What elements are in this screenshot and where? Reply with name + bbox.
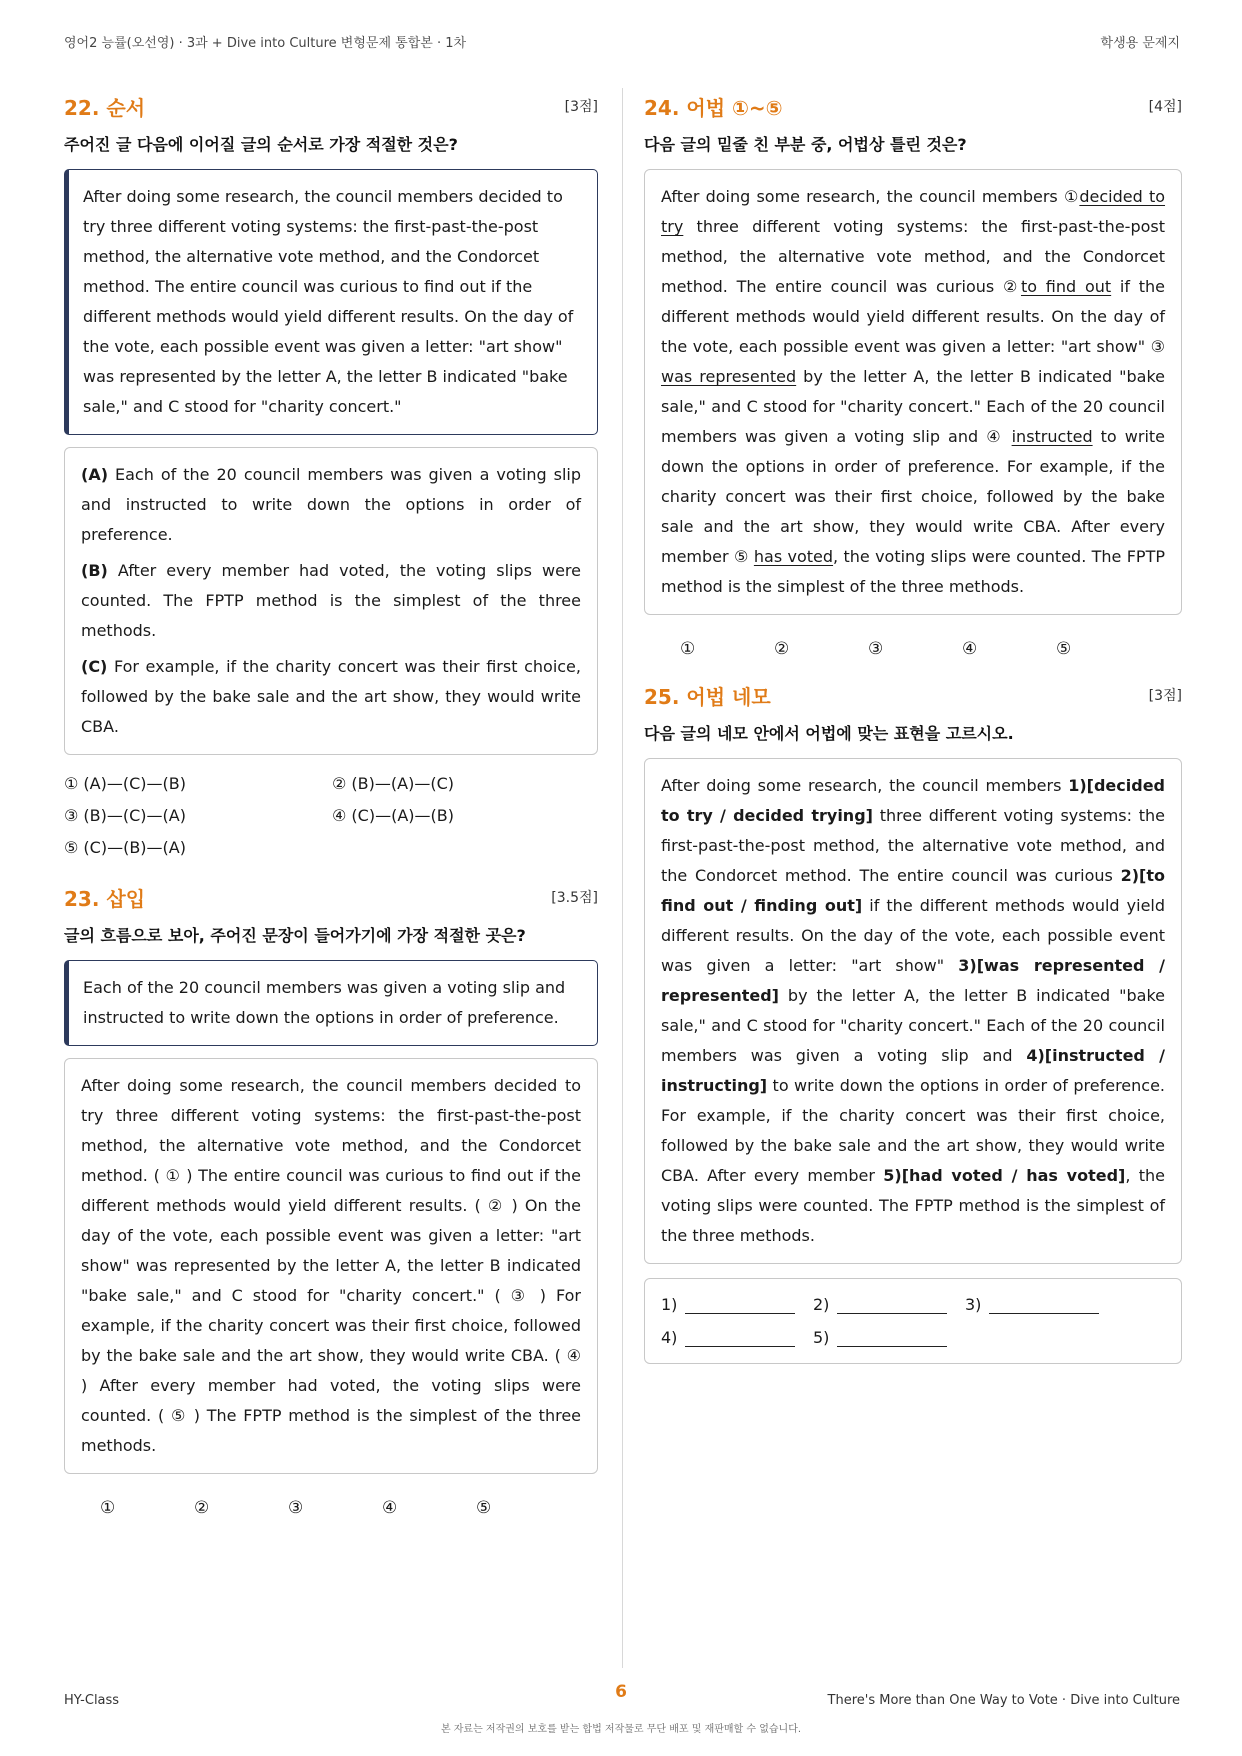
question-instruction: 글의 흐름으로 보아, 주어진 문장이 들어가기에 가장 적절한 곳은? (64, 926, 526, 945)
question-points: [3점] (564, 99, 598, 115)
choice-1[interactable]: ① (680, 639, 696, 659)
passage-text: three different voting systems: the first-past-the-post method, the alternative vote method, and the Condorcet method. The entire council was curious (661, 217, 1165, 296)
blank-2[interactable] (813, 1295, 965, 1314)
passage-text: three different voting systems: the first-past-the-post method, the alternative vote method, and the Condorcet method. The entire council was curious (661, 806, 1166, 885)
answer-choices (64, 1498, 598, 1518)
question-24 (644, 92, 1182, 659)
passage-text: to write down the options in order of preference. For example, if the charity concert was their first choice, followed by the bake sale and the art show, they would write CBA. After every member (661, 1076, 1165, 1185)
answer-options (64, 771, 598, 861)
choice-4[interactable]: ④ (382, 1498, 398, 1518)
blank-label: 3) (965, 1295, 982, 1314)
option-1[interactable]: ① (A)—(C)—(B) (64, 774, 186, 793)
paragraph-label: (B) (81, 561, 108, 580)
question-number: 22. 순서 (64, 96, 146, 120)
paragraph-a (81, 460, 581, 550)
blank-3[interactable] (965, 1295, 1117, 1314)
blank-line[interactable] (989, 1295, 1099, 1314)
choice-3[interactable]: ③ (868, 639, 884, 659)
option-4[interactable]: ④ (C)—(A)—(B) (332, 806, 454, 825)
blank-label: 5) (813, 1328, 830, 1347)
question-points: [3점] (1148, 688, 1182, 704)
question-instruction: 주어진 글 다음에 이어질 글의 순서로 가장 적절한 것은? (64, 135, 458, 154)
underlined-2: to find out (1020, 277, 1112, 296)
underlined-4: instructed (1011, 427, 1093, 446)
question-number: 24. 어법 ①~⑤ (644, 96, 783, 120)
header-student-sheet: 학생용 문제지 (1100, 36, 1180, 51)
choice-box-3: 3)[was represented / represented] (661, 956, 1165, 1005)
blank-label: 1) (661, 1295, 678, 1314)
underlined-3: was represented (661, 367, 797, 386)
choice-5[interactable]: ⑤ (476, 1498, 492, 1518)
passage-text: After doing some research, the council members (661, 776, 1069, 795)
blank-line[interactable] (837, 1295, 947, 1314)
blank-line[interactable] (685, 1295, 795, 1314)
marker-4: ④ (986, 427, 1004, 446)
paragraph-c (81, 652, 581, 742)
choice-box-2: 2)[to find out / finding out] (661, 866, 1165, 915)
given-sentence: Each of the 20 council members was given a voting slip and instructed to write down the options in order of preference. (64, 960, 598, 1046)
blank-1[interactable] (661, 1295, 813, 1314)
right-column (644, 92, 1182, 1364)
given-passage: After doing some research, the council members decided to try three different voting systems: the first-past-the-post method, the alternative vote method, and the Condorcet method. The entire council was curious to find out if the different methods would yield different results. On the day of the vote, each possible event was given a letter: "art show" was represented by the letter A, the letter B indicated "bake sale," and C stood for "charity concert." (64, 169, 598, 435)
marker-5: ⑤ (733, 547, 749, 566)
grammar-passage (644, 169, 1182, 615)
option-3[interactable]: ③ (B)—(C)—(A) (64, 806, 186, 825)
answer-choices (644, 639, 1182, 659)
choice-1[interactable]: ① (100, 1498, 116, 1518)
paragraph-b (81, 556, 581, 646)
paragraph-label: (C) (81, 657, 108, 676)
left-column (64, 92, 598, 1518)
underlined-1: decided to try (661, 187, 1166, 236)
paragraph-text: After every member had voted, the voting slips were counted. The FPTP method is the simplest of the three methods. (81, 561, 581, 640)
blank-label: 2) (813, 1295, 830, 1314)
choice-box-1: 1)[decided to try / decided trying] (661, 776, 1165, 825)
underlined-5: has voted (753, 547, 834, 566)
question-points: [4점] (1148, 99, 1182, 115)
option-5[interactable]: ⑤ (C)—(B)—(A) (64, 838, 186, 857)
passage-text: if the different methods would yield different results. On the day of the vote, each possible event was given a letter: "art show" (661, 277, 1165, 356)
insertion-passage: After doing some research, the council members decided to try three different voting systems: the first-past-the-post method, the alternative vote method, and the Condorcet method. ( ① ) The entire council was curious to find out if the different methods would yield different results. ( ② ) On the day of the vote, each possible event was given a letter: "art show" was represented by the letter A, the letter B indicated "bake sale," and C stood for "charity concert." ( ③ ) For example, if the charity concert was their first choice, followed by the bake sale and the art show, they would write CBA. ( ④ ) After every member had voted, the voting slips were counted. ( ⑤ ) The FPTP method is the simplest of the three methods. (64, 1058, 598, 1474)
footer-lesson-title: There's More than One Way to Vote · Dive into Culture (827, 1693, 1180, 1708)
choice-box-4: 4)[instructed / instructing] (661, 1046, 1166, 1095)
question-23 (64, 883, 598, 1518)
marker-2: ② (1002, 277, 1021, 296)
passage-text: , the voting slips were counted. The FPTP method is the simplest of the three methods. (661, 547, 1166, 596)
question-25 (644, 681, 1182, 1364)
answer-blanks (644, 1278, 1182, 1364)
choice-2[interactable]: ② (774, 639, 790, 659)
spacer (1004, 427, 1012, 446)
marker-1: ① (1063, 187, 1080, 206)
blank-5[interactable] (813, 1328, 965, 1347)
grammar-box-passage (644, 758, 1182, 1264)
paragraph-text: For example, if the charity concert was their first choice, followed by the bake sale and the art show, they would write CBA. (81, 657, 581, 736)
choice-5[interactable]: ⑤ (1056, 639, 1072, 659)
question-number: 25. 어법 네모 (644, 685, 771, 709)
page-number: 6 (615, 1682, 627, 1702)
blank-line[interactable] (837, 1328, 947, 1347)
blank-label: 4) (661, 1328, 678, 1347)
question-instruction: 다음 글의 네모 안에서 어법에 맞는 표현을 고르시오. (644, 724, 1014, 743)
blank-line[interactable] (685, 1328, 795, 1347)
paragraph-label: (A) (81, 465, 109, 484)
footer-brand: HY-Class (64, 1693, 120, 1708)
copyright-notice: 본 자료는 저작권의 보호를 받는 합법 저작물로 무단 배포 및 재판매할 수 없습니다. (440, 1724, 802, 1735)
column-divider (622, 88, 623, 1668)
passage-text: by the letter A, the letter B indicated "bake sale," and C stood for "charity concert." Each of the 20 council members was given a voting slip and (661, 986, 1165, 1065)
header-title: 영어2 능률(오선영) · 3과 + Dive into Culture 변형문제 통합본 · 1차 (64, 36, 467, 51)
question-22 (64, 92, 598, 861)
order-paragraphs (64, 447, 598, 755)
paragraph-text: Each of the 20 council members was given a voting slip and instructed to write down the options in order of preference. (81, 465, 581, 544)
question-number: 23. 삽입 (64, 887, 146, 911)
passage-text: , the voting slips were counted. The FPTP method is the simplest of the three methods. (661, 1166, 1166, 1245)
choice-4[interactable]: ④ (962, 639, 978, 659)
passage-text: if the different methods would yield different results. On the day of the vote, each possible event was given a letter: "art show" (661, 896, 1166, 975)
question-instruction: 다음 글의 밑줄 친 부분 중, 어법상 틀린 것은? (644, 135, 967, 154)
passage-text: to write down the options in order of preference. For example, if the charity concert was their first choice, followed by the bake sale and the art show, they would write CBA. After every member (661, 427, 1166, 566)
option-2[interactable]: ② (B)—(A)—(C) (332, 774, 454, 793)
marker-3: ③ (1150, 337, 1165, 356)
question-points: [3.5점] (551, 890, 598, 906)
choice-2[interactable]: ② (194, 1498, 210, 1518)
passage-text: After doing some research, the council members (661, 187, 1064, 206)
choice-3[interactable]: ③ (288, 1498, 304, 1518)
blank-4[interactable] (661, 1328, 813, 1347)
passage-text: by the letter A, the letter B indicated "bake sale," and C stood for "charity concert." Each of the 20 council members was given a voting slip and (661, 367, 1166, 446)
choice-box-5: 5)[had voted / has voted] (883, 1166, 1126, 1185)
